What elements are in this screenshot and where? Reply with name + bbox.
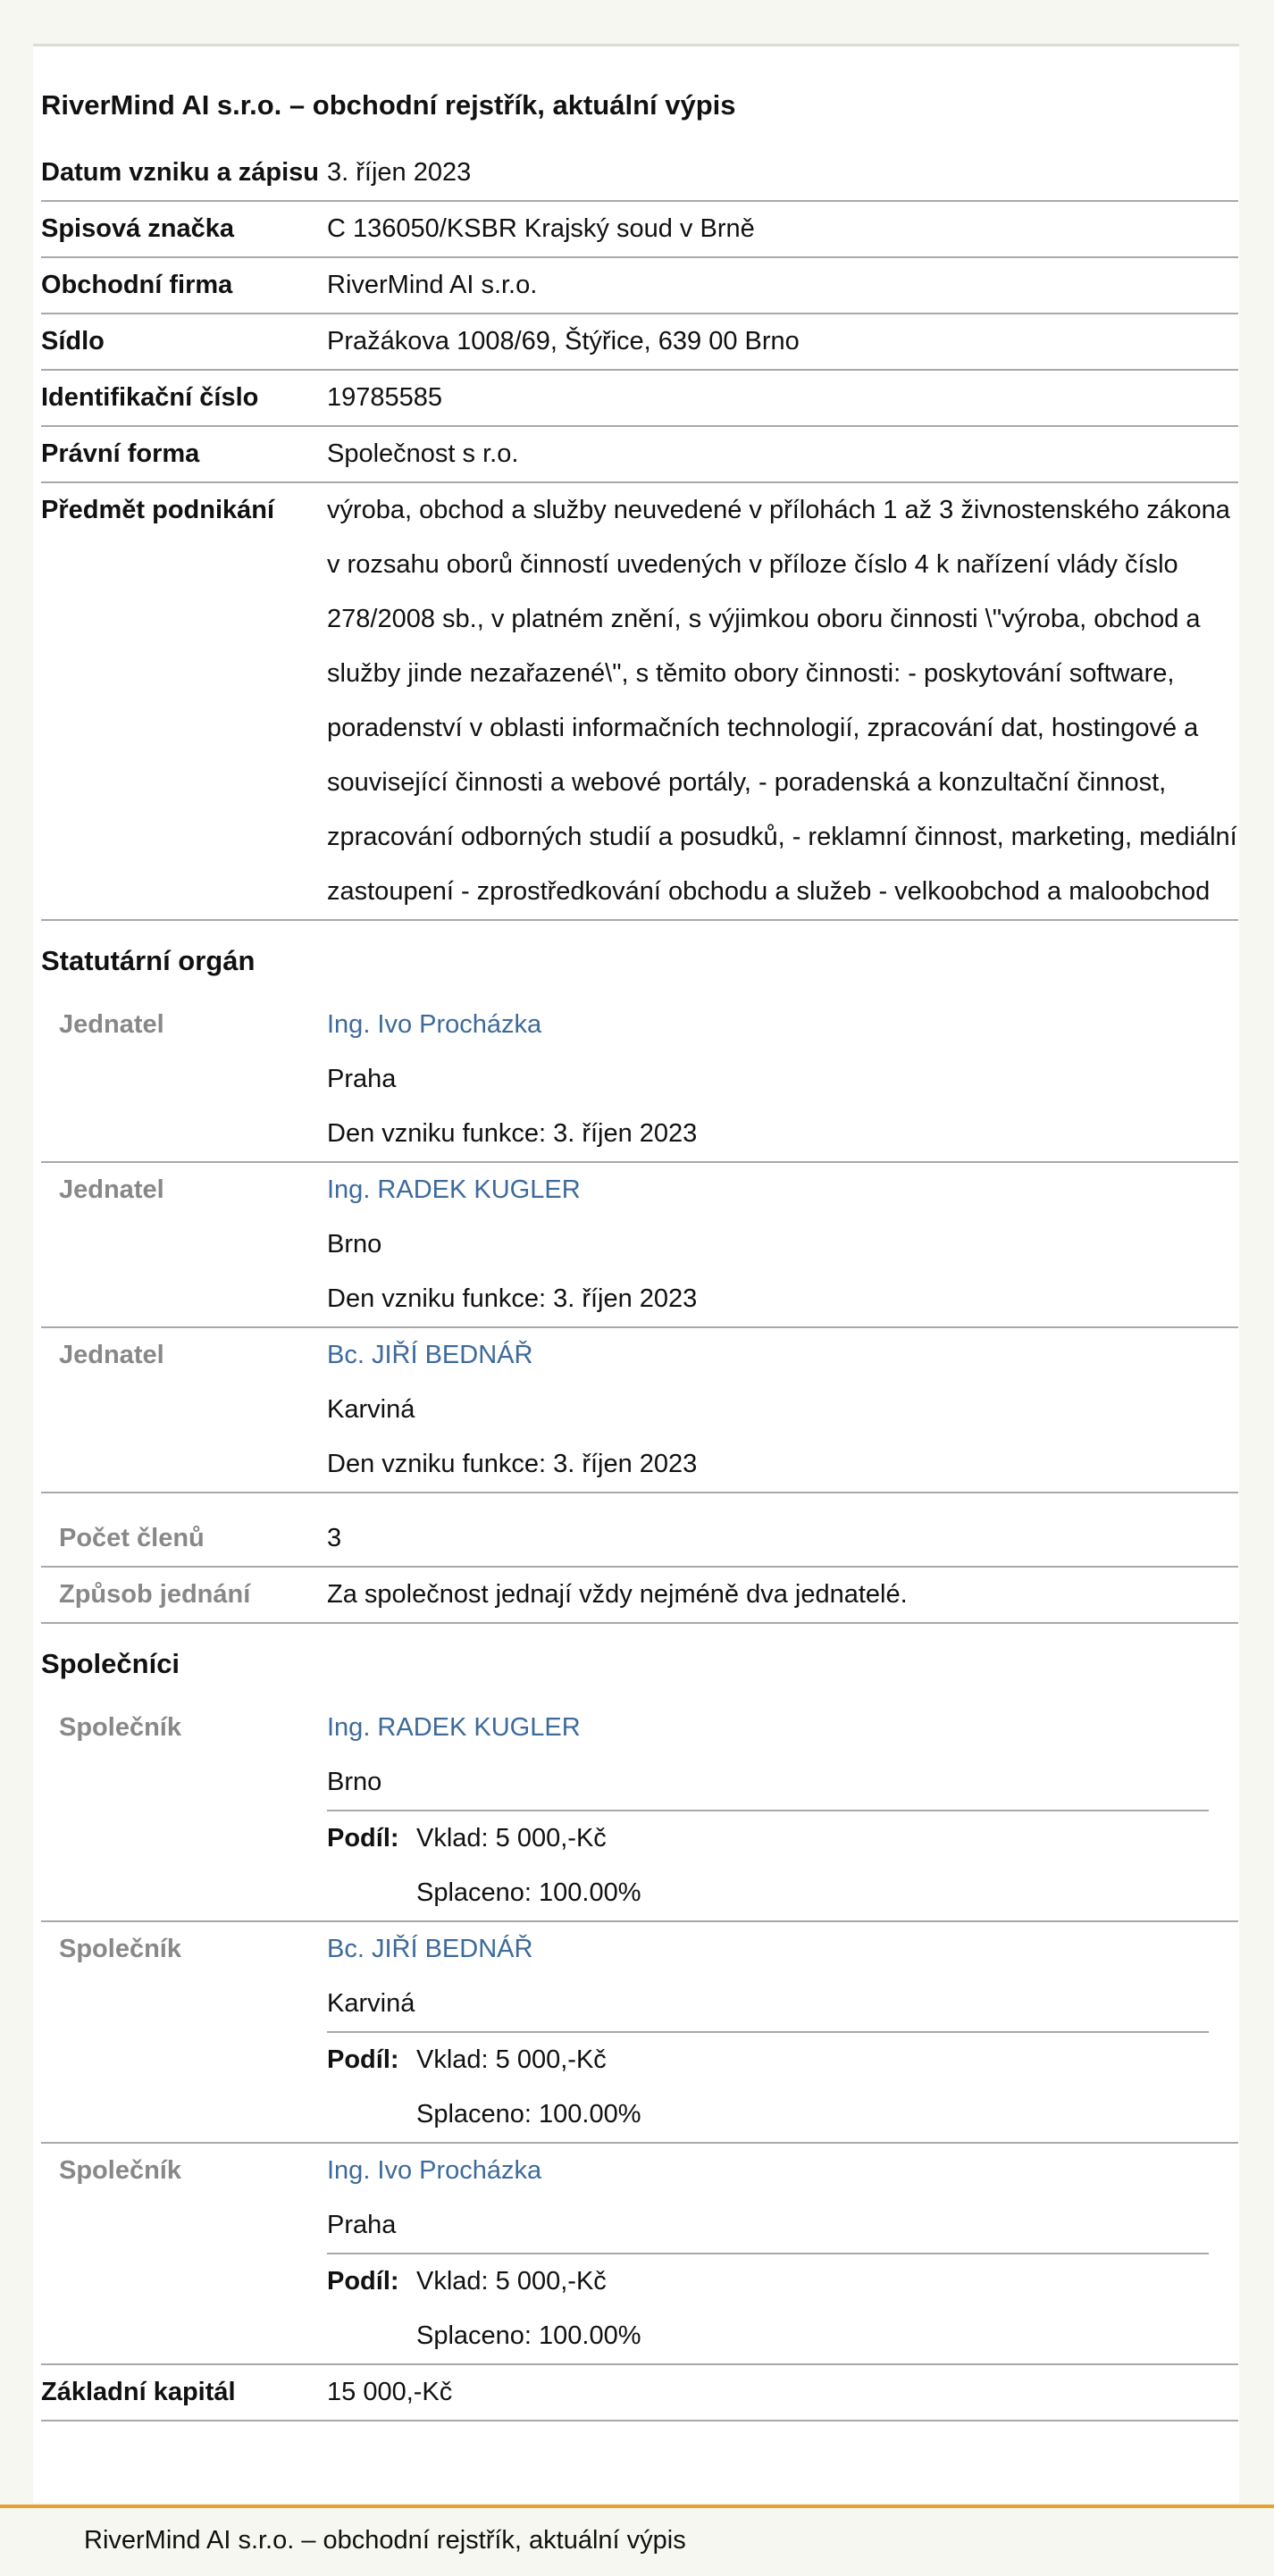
partner-role: Společník — [59, 1713, 181, 1742]
datum-label: Datum vzniku a zápisu — [41, 158, 320, 187]
share-vklad: Vklad: 5 000,-Kč — [416, 2045, 607, 2074]
partner-city: Karviná — [327, 1989, 415, 2018]
spisova-label: Spisová značka — [41, 214, 234, 243]
row-pravni-forma — [41, 427, 1238, 483]
firma-value: RiverMind AI s.r.o. — [327, 271, 538, 299]
member-role: Jednatel — [59, 1175, 164, 1204]
share-splaceno: Splaceno: 100.00% — [416, 2321, 641, 2350]
share-splaceno: Splaceno: 100.00% — [416, 2100, 641, 2129]
member-name-link[interactable]: Ing. Ivo Procházka — [327, 1010, 542, 1039]
partner-share — [327, 1810, 1209, 1920]
share-splaceno: Splaceno: 100.00% — [416, 1878, 641, 1907]
partner-entry — [41, 1922, 1238, 2144]
partner-name-link[interactable]: Ing. RADEK KUGLER — [327, 1713, 581, 1742]
member-since: Den vzniku funkce: 3. říjen 2023 — [327, 1284, 698, 1313]
sidlo-label: Sídlo — [41, 327, 105, 355]
row-zakladni-kapital — [41, 2365, 1238, 2421]
row-ico — [41, 371, 1238, 427]
manner-label: Způsob jednání — [59, 1580, 251, 1609]
partner-name-link[interactable]: Ing. Ivo Procházka — [327, 2156, 542, 2185]
section-heading-statutory: Statutární orgán — [41, 945, 256, 976]
partner-role: Společník — [59, 1935, 181, 1963]
partner-share — [327, 2031, 1209, 2142]
capital-value: 15 000,-Kč — [327, 2378, 453, 2406]
partner-name-link[interactable]: Bc. JIŘÍ BEDNÁŘ — [327, 1935, 533, 1963]
page-footer — [0, 2505, 1274, 2576]
partner-city: Brno — [327, 1768, 382, 1796]
row-sidlo — [41, 314, 1238, 371]
member-city: Karviná — [327, 1395, 415, 1424]
row-predmet-podnikani — [41, 483, 1238, 921]
sidlo-value: Pražákova 1008/69, Štýřice, 639 00 Brno — [327, 327, 800, 355]
manner-value: Za společnost jednají vždy nejméně dva jednatelé. — [327, 1580, 908, 1609]
share-label: Podíl: — [327, 2045, 399, 2074]
row-pocet-clenu — [41, 1493, 1238, 1568]
ico-label: Identifikační číslo — [41, 383, 259, 412]
predmet-label: Předmět podnikání — [41, 496, 275, 524]
share-vklad: Vklad: 5 000,-Kč — [416, 2267, 607, 2296]
forma-label: Právní forma — [41, 439, 200, 468]
member-role: Jednatel — [59, 1341, 164, 1369]
member-since: Den vzniku funkce: 3. říjen 2023 — [327, 1450, 698, 1478]
statutory-member — [41, 1163, 1238, 1328]
member-name-link[interactable]: Ing. RADEK KUGLER — [327, 1175, 581, 1204]
member-city: Praha — [327, 1065, 397, 1093]
firma-label: Obchodní firma — [41, 271, 233, 299]
statutory-member — [41, 1328, 1238, 1493]
document-page — [33, 44, 1239, 2503]
predmet-value: výroba, obchod a služby neuvedené v přílohách 1 až 3 živnostenského zákona v rozsahu oborů činností uvedených v příloze číslo 4 k nařízení vlády číslo 278/2008 sb., v platném znění, s výjimkou oboru činnosti \"výroba, obchod a služby jinde nezařazené\", s těmito obory činnosti: - poskytování software, poradenství v oblasti informačních technologií, zpracování dat, hostingové a související činnosti a webové portály, - poradenská a konzultační činnost, zpracování odborných studií a posudků, - reklamní činnost, marketing, mediální zastoupení - zprostředkování obchodu a služeb - velkoobchod a maloobchod — [327, 496, 1237, 906]
registry-extract — [41, 46, 1238, 2421]
capital-label: Základní kapitál — [41, 2378, 236, 2406]
share-vklad: Vklad: 5 000,-Kč — [416, 1824, 607, 1853]
row-zpusob-jednani — [41, 1568, 1238, 1624]
count-value: 3 — [327, 1524, 342, 1552]
page-title: RiverMind AI s.r.o. – obchodní rejstřík, aktuální výpis — [41, 89, 736, 121]
member-city: Brno — [327, 1230, 382, 1259]
statutory-member — [41, 998, 1238, 1163]
share-label: Podíl: — [327, 2267, 399, 2296]
member-name-link[interactable]: Bc. JIŘÍ BEDNÁŘ — [327, 1341, 533, 1369]
row-spisova-znacka — [41, 202, 1238, 258]
row-datum-vzniku — [41, 146, 1238, 202]
partner-entry — [41, 1701, 1238, 1922]
row-obchodni-firma — [41, 258, 1238, 314]
count-label: Počet členů — [59, 1524, 205, 1552]
member-role: Jednatel — [59, 1010, 164, 1039]
partner-city: Praha — [327, 2211, 397, 2239]
partner-entry — [41, 2144, 1238, 2365]
footer-text: RiverMind AI s.r.o. – obchodní rejstřík, aktuální výpis — [84, 2526, 686, 2555]
forma-value: Společnost s r.o. — [327, 439, 519, 468]
member-since: Den vzniku funkce: 3. říjen 2023 — [327, 1119, 698, 1148]
ico-value: 19785585 — [327, 383, 443, 412]
partner-share — [327, 2253, 1209, 2363]
spisova-value: C 136050/KSBR Krajský soud v Brně — [327, 214, 755, 243]
share-label: Podíl: — [327, 1824, 399, 1853]
section-heading-partners: Společníci — [41, 1648, 180, 1679]
datum-value: 3. říjen 2023 — [327, 158, 472, 187]
partner-role: Společník — [59, 2156, 181, 2185]
